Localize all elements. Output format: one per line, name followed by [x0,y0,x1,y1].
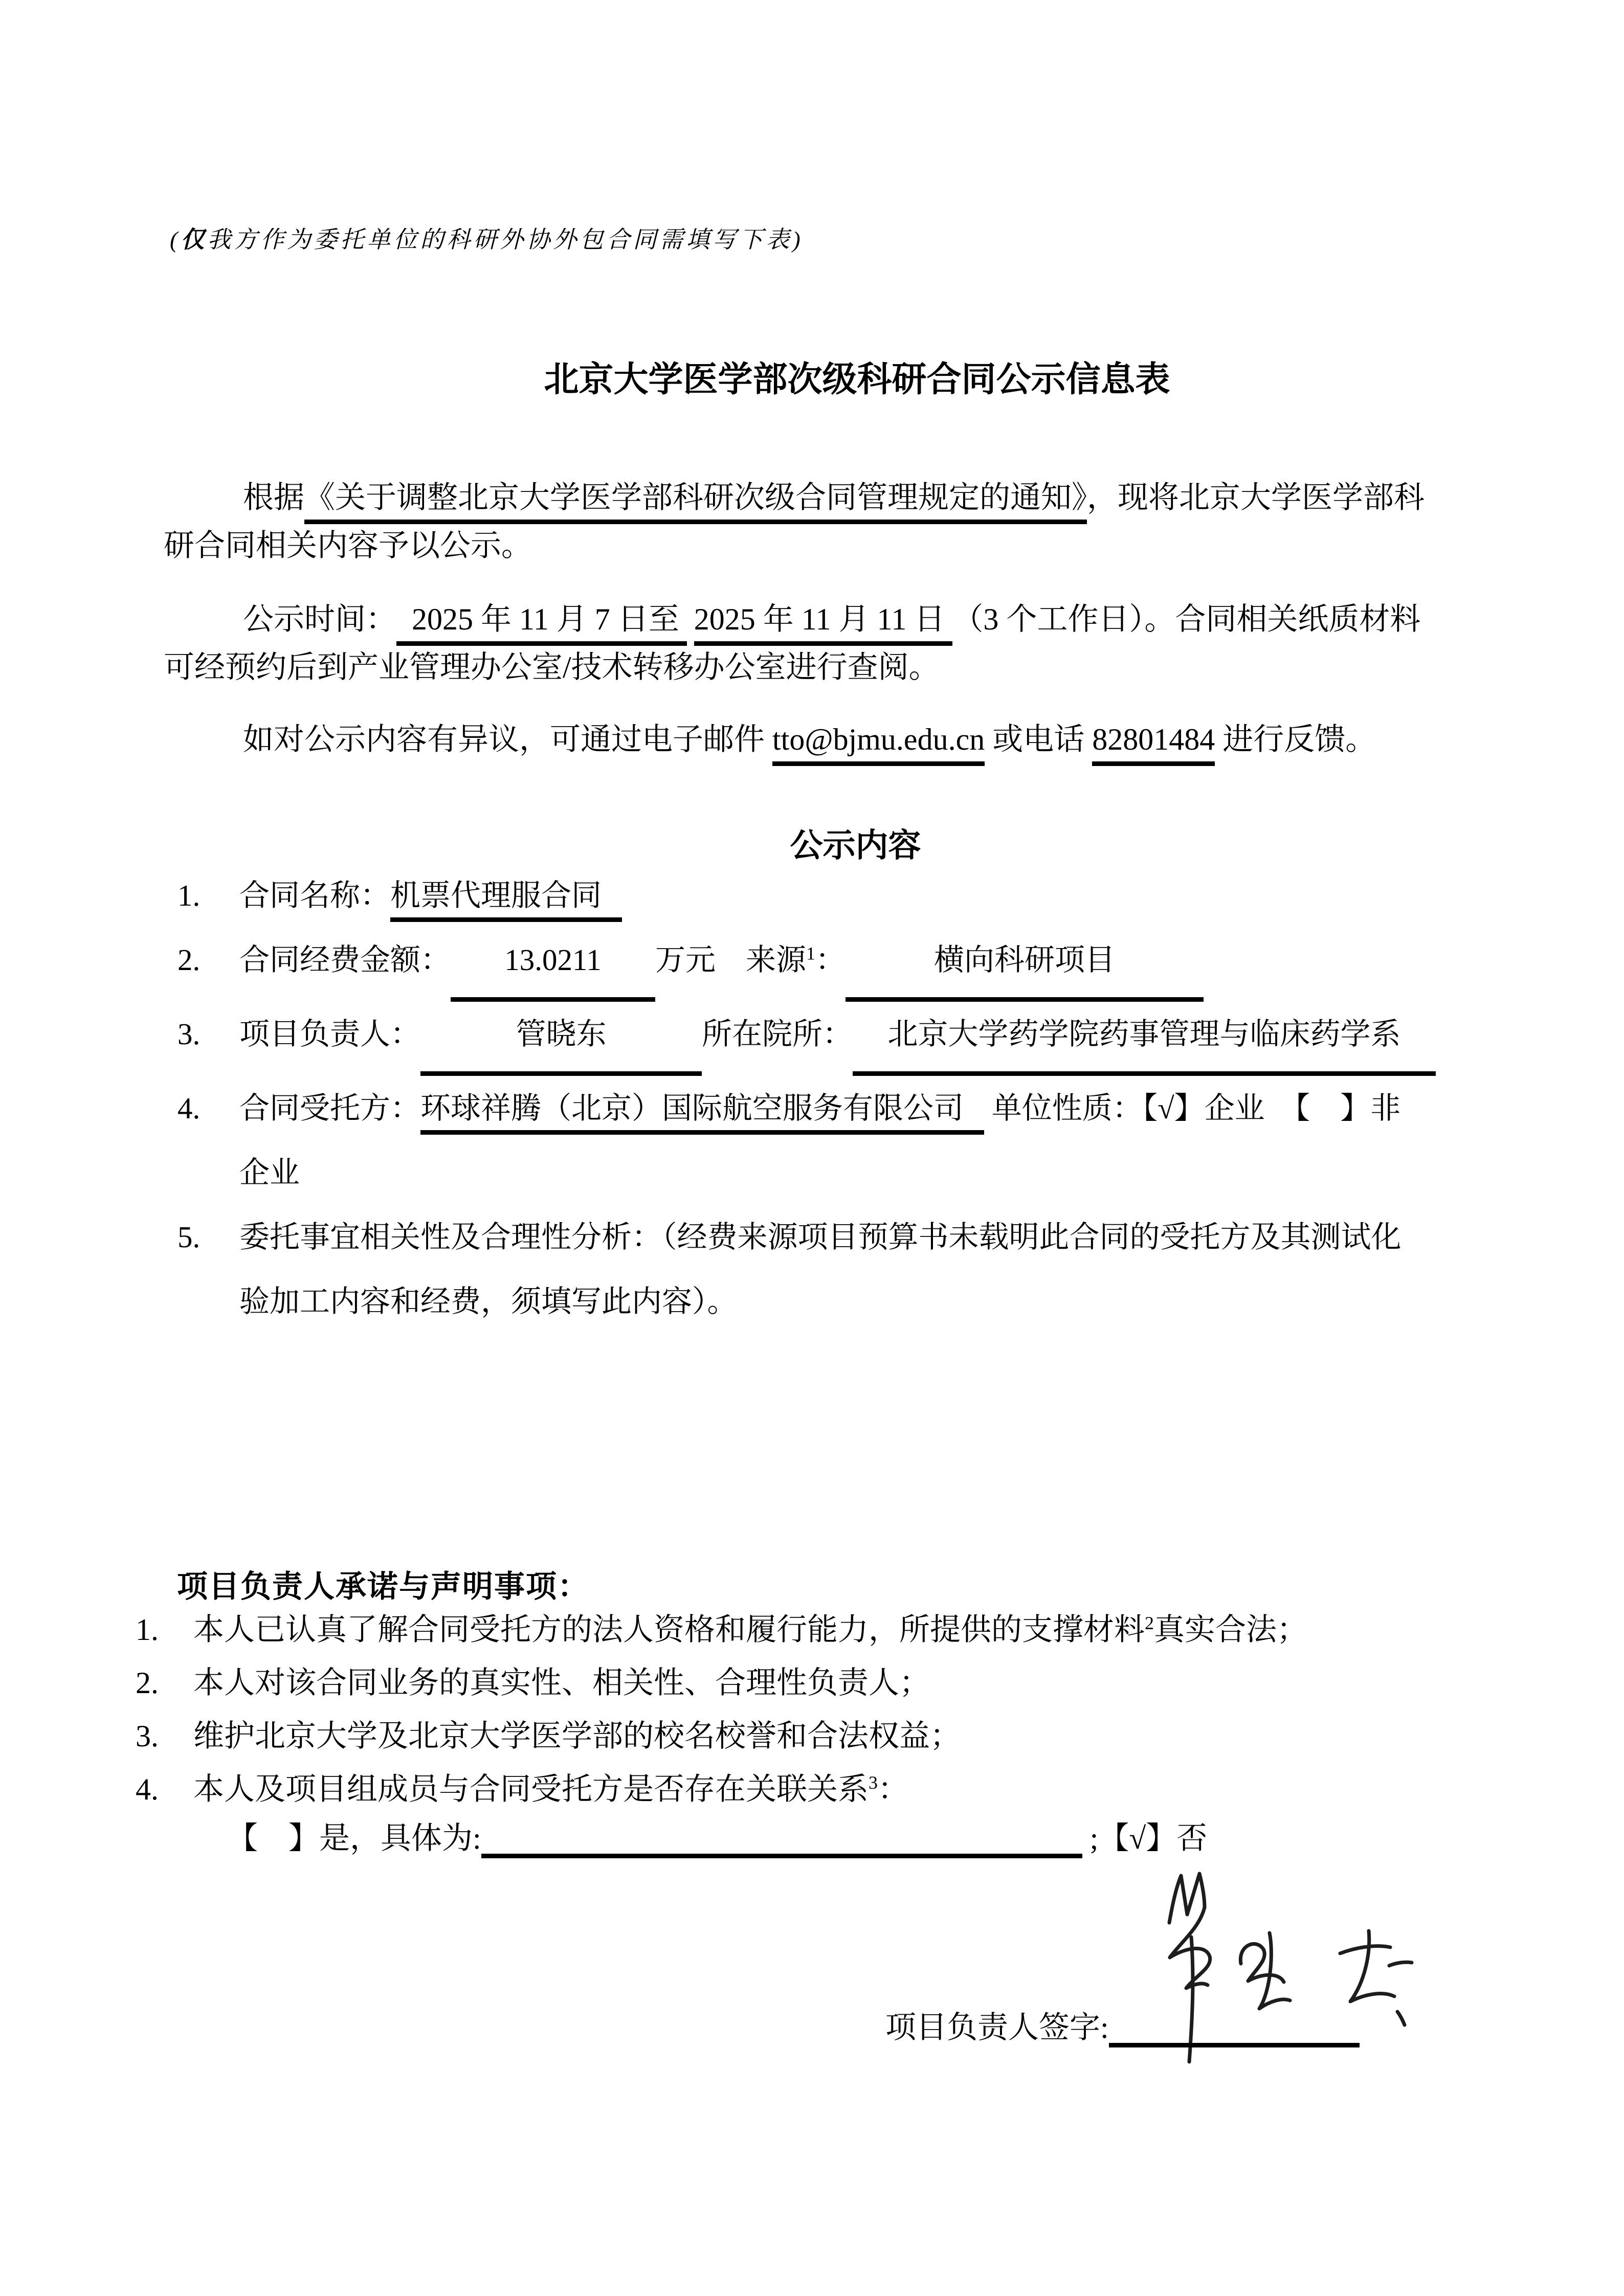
contract-name-value: 机票代理服合同 [390,879,622,922]
signature-stroke-dash [1389,1962,1412,1966]
relation-yes-option: 【 】是，具体为: [227,1821,481,1855]
list-item-contract-name [164,863,1473,928]
signature-blank-line [1109,2016,1360,2047]
promise-item-1 [136,1603,1486,1656]
promise1-lead: 本人已认真了解合同受托方的法人资格和履行能力，所提供的支撑材料 [193,1613,1145,1647]
feedback-mid: 或电话 [985,723,1093,756]
paragraph-basis [164,474,1460,570]
basis-line2: 研合同相关内容予以公示。 [164,529,532,562]
promise2-text: 本人对该合同业务的真实性、相关性、合理性负责人； [193,1666,930,1700]
promise-heading: 项目负责人承诺与声明事项： [177,1570,589,1604]
top-note-rest: 我方作为委托单位的科研外协外包合同需填写下表) [207,227,804,253]
department-label: 所在院所： [702,1017,853,1051]
basis-tail: ，现将北京大学医学部科 [1087,481,1425,514]
feedback-email: tto@bjmu.edu.cn [772,723,985,766]
period-date-start: 2025 年 11 月 7 日至 [396,602,687,646]
contract-name-label: 合同名称： [239,879,391,912]
basis-notice-title: 《关于调整北京大学医学部科研次级合同管理规定的通知》 [304,481,1087,524]
entrusted-label: 合同受托方： [239,1091,421,1125]
amount-value: 13.0211 [451,928,655,1002]
relation-detail-blank [481,1827,1082,1858]
leader-label: 项目负责人： [239,1017,421,1051]
unit-nature-wrap: 企业 [239,1156,300,1189]
item2-number: 2. [177,943,201,977]
list-item-analysis [164,1205,1473,1334]
relation-semicolon: ; [1082,1821,1099,1855]
promise-item-3 [136,1709,1486,1763]
source-value: 横向科研项目 [846,928,1204,1002]
section-heading-content: 公示内容 [790,827,921,864]
paragraph-feedback [164,715,1460,763]
signature-label: 项目负责人签字: [885,2011,1109,2044]
analysis-line1: 委托事宜相关性及合理性分析：（经费来源项目预算书未载明此合同的受托方及其测试化 [239,1220,1401,1254]
list-item-entrusted-party [164,1076,1473,1205]
source-colon: ： [815,943,846,977]
promise1-tail: 真实合法； [1154,1613,1307,1647]
leader-name: 管晓东 [420,1002,702,1076]
promise-list [136,1603,1486,1816]
feedback-tail: 进行反馈。 [1215,723,1376,756]
list-item-contract-amount [164,928,1473,1002]
paragraph-period [164,595,1460,691]
amount-gap [716,943,746,977]
signature-stroke-zigzag [1169,1874,1205,1923]
top-note-open: ( [170,227,181,253]
feedback-lead: 如对公示内容有异议，可通过电子邮件 [243,723,772,756]
analysis-line2: 验加工内容和经费，须填写此内容）。 [239,1285,738,1318]
top-note [170,225,804,255]
basis-lead: 根据 [243,481,304,514]
relation-choice-line [227,1815,1207,1861]
feedback-phone: 82801484 [1092,723,1215,766]
promise-item-2 [136,1656,1486,1709]
promise4-lead: 本人及项目组成员与合同受托方是否存在关联关系 [193,1772,869,1806]
footnote-ref-3: 3 [869,1772,878,1793]
signature-stroke-body [1170,1907,1210,1988]
promise3-text: 维护北京大学及北京大学医学部的校名校誉和合法权益； [193,1719,961,1753]
period-tail: （3 个工作日）。合同相关纸质材料 [952,602,1421,636]
promise4-tail: ： [878,1772,908,1806]
promise-item-4 [136,1763,1486,1816]
item4-number: 4. [177,1091,201,1125]
signature-stroke-middle [1240,1933,1290,2009]
promise2-number: 2. [136,1666,159,1700]
amount-label: 合同经费金额： [239,943,451,977]
department-value: 北京大学药学院药事管理与临床药学系 [853,1002,1436,1076]
source-label: 来源 [746,943,807,977]
promise3-number: 3. [136,1719,159,1753]
page-title: 北京大学医学部次级科研合同公示信息表 [544,360,1170,399]
relation-no-option: 【√】否 [1098,1821,1208,1855]
item5-number: 5. [177,1220,201,1254]
item3-number: 3. [177,1017,201,1051]
content-list [164,863,1473,1334]
period-date-end: 2025 年 11 月 11 日 [694,602,953,646]
list-item-project-leader [164,1002,1473,1076]
item1-number: 1. [177,879,201,912]
period-label: 公示时间： [243,602,396,636]
signature-row [885,2005,1360,2051]
entrusted-company: 环球祥腾（北京）国际航空服务有限公司 [420,1091,984,1135]
unit-nature-options: 单位性质：【√】企业 【 】非 [984,1091,1401,1125]
promise4-number: 4. [136,1772,159,1806]
top-note-bold: 仅 [181,227,208,253]
period-line2: 可经预约后到产业管理办公室/技术转移办公室进行查阅。 [164,650,940,684]
footnote-ref-1: 1 [806,943,816,964]
amount-unit: 万元 [655,943,716,977]
footnote-ref-2: 2 [1145,1613,1154,1633]
promise1-number: 1. [136,1613,159,1647]
